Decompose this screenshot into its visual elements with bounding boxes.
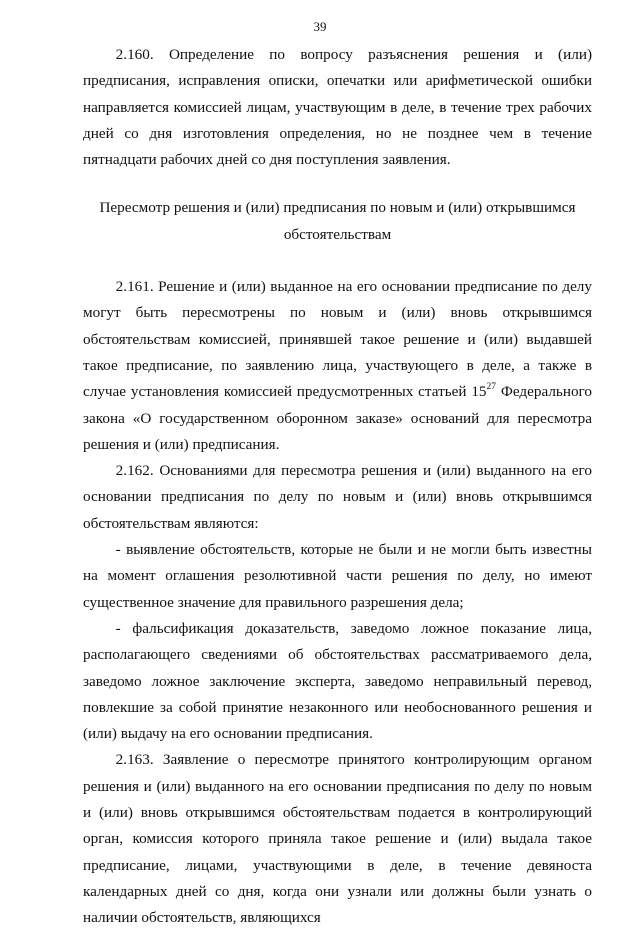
paragraph-2-161-text: 2.161. Решение и (или) выданное на его основании предписание по делу могут быть пересмотрены по новым и (или) вновь открывшимся обстоятельствам комиссией, принявшей такое решение и (или) выдавшей такое предписание, по заявлению лица, участвующего в деле, а также в случае установления комиссией предусмотренных статьей 15 <box>83 278 592 401</box>
page-number: 39 <box>313 19 327 34</box>
paragraph-2-161 <box>83 274 592 458</box>
article-superscript: 27 <box>486 382 497 393</box>
paragraph-2-163: 2.163. Заявление о пересмотре принятого контролирующим органом решения и (или) выданного на его основании предписания по делу по новым и (или) вновь открывшимся обстоятельствам подается в контролирующий орган, комиссия которого приняла такое решение и (или) выдала такое предписание, лицами, участвующими в деле, в течение девяноста календарных дней со дня, когда они узнали или должны были узнать о наличии обстоятельств, являющихся <box>83 751 592 927</box>
section-heading: Пересмотр решения и (или) предписания по новым и (или) открывшимся обстоятельствам <box>99 199 576 243</box>
paragraph-2-160: 2.160. Определение по вопросу разъяснения решения и (или) предписания, исправления описки, опечатки или арифметической ошибки направляется комиссией лицам, участвующим в деле, в течение трех рабочих дней со дня изготовления определения, но не позднее чем в течение пятнадцати рабочих дней со дня поступления заявления. <box>83 46 592 169</box>
list-item-grounds-2: - фальсификация доказательств, заведомо ложное показание лица, располагающего сведениями об обстоятельствах рассматриваемого дела, заведомо ложное заключение эксперта, заведомо неправильный перевод, повлекшие за собой принятие незаконного или необоснованного решения и (или) выдачу на его основании предписания. <box>83 619 592 743</box>
paragraph-2-162: 2.162. Основаниями для пересмотра решения и (или) выданного на его основании предписания по делу по новым и (или) вновь открывшимся обстоятельствам являются: <box>83 462 592 532</box>
list-item-grounds-1: - выявление обстоятельств, которые не были и не могли быть известны на момент оглашения резолютивной части решения по делу, но имеют существенное значение для правильного разрешения дела; <box>83 541 592 611</box>
paragraph-2-161-text-end: Федерального закона «О государственном оборонном заказе» оснований для пересмотра решения и (или) предписания. <box>83 383 592 453</box>
document-body <box>83 42 592 932</box>
